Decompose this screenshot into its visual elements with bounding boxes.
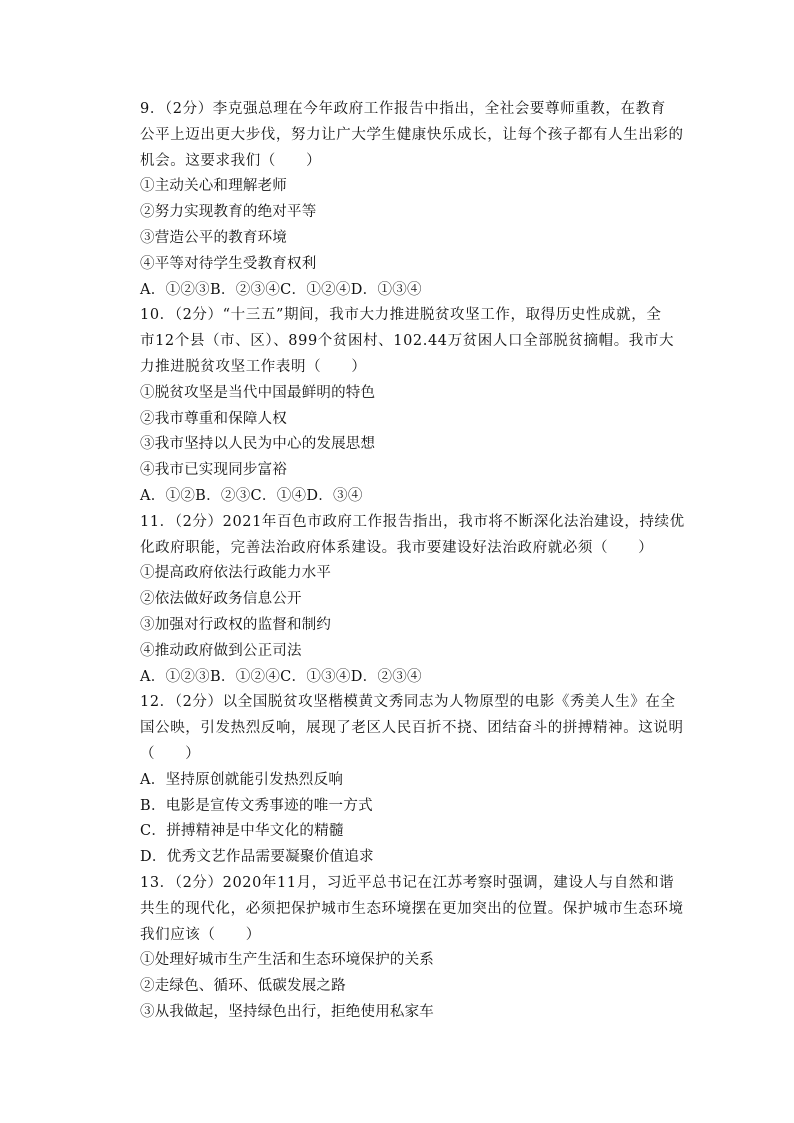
option-b: B．电影是宣传文秀事迹的唯一方式: [140, 797, 373, 814]
answer-options: [140, 278, 660, 304]
stem-line: 公平上迈出更大步伐，努力让广大学生健康快乐成长，让每个孩子都有人生出彩的: [140, 126, 684, 143]
stem-line: 11．（2分）2021年百色市政府工作报告指出，我市将不断深化法治建设，持续优: [140, 513, 685, 530]
stem-line: 13．（2分）2020年11月，习近平总书记在江苏考察时强调，建设人与自然和谐: [140, 874, 675, 891]
question-11: [140, 510, 685, 691]
question-stem: [140, 690, 684, 767]
question-12: [140, 690, 684, 871]
stem-line: 机会。这要求我们（ ）: [140, 152, 322, 169]
statement-item: ②走绿色、循环、低碳发展之路: [140, 978, 346, 995]
answer-options: [140, 665, 660, 691]
question-stem: [140, 871, 684, 948]
option-line: A．①②B．②③C．①④D．③④: [140, 487, 363, 504]
statement-item: ③加强对行政权的监督和制约: [140, 616, 332, 633]
option-d: D．优秀文艺作品需要凝聚价值追求: [140, 849, 374, 866]
stem-line: 市12个县（市、区）、899个贫困村、102.44万贫困人口全部脱贫摘帽。我市大: [140, 333, 675, 350]
statement-item: ④平等对待学生受教育权利: [140, 255, 317, 272]
answer-options: [140, 484, 660, 510]
statement-item: ①主动关心和理解老师: [140, 178, 287, 195]
stem-line: 10．（2分）“十三五”期间，我市大力推进脱贫攻坚工作，取得历史性成就，全: [140, 307, 662, 324]
statement-item: ①脱贫攻坚是当代中国最鲜明的特色: [140, 384, 376, 401]
statement-list: [140, 948, 660, 1025]
stem-line: （ ）: [140, 745, 201, 762]
statement-item: ②依法做好政务信息公开: [140, 591, 302, 608]
stem-line: 化政府职能，完善法治政府体系建设。我市要建设好法治政府就必须（ ）: [140, 539, 654, 556]
question-10: [140, 303, 675, 509]
statement-item: ④我市已实现同步富裕: [140, 462, 287, 479]
statement-list: [140, 174, 660, 277]
question-9: [140, 97, 684, 303]
statement-item: ③营造公平的教育环境: [140, 229, 287, 246]
stem-line: 国公映，引发热烈反响，展现了老区人民百折不挠、团结奋斗的拼搏精神。这说明: [140, 720, 684, 737]
statement-item: ②努力实现教育的绝对平等: [140, 204, 317, 221]
stem-line: 共生的现代化，必须把保护城市生态环境摆在更加突出的位置。保护城市生态环境: [140, 900, 684, 917]
statement-list: [140, 561, 660, 664]
statement-item: ④推动政府做到公正司法: [140, 642, 302, 659]
statement-item: ②我市尊重和保障人权: [140, 410, 287, 427]
question-13: [140, 871, 684, 1026]
stem-line: 我们应该（ ）: [140, 926, 261, 943]
option-line: A．①②③B．②③④C．①②④D．①③④: [140, 281, 422, 298]
option-line: A．①②③B．①②④C．①③④D．②③④: [140, 668, 422, 685]
option-c: C．拼搏精神是中华文化的精髓: [140, 823, 344, 840]
statement-item: ①提高政府依法行政能力水平: [140, 565, 332, 582]
stem-line: 12．（2分）以全国脱贫攻坚楷模黄文秀同志为人物原型的电影《秀美人生》在全: [140, 694, 676, 711]
exam-page: [140, 97, 685, 1026]
statement-item: ③从我做起，坚持绿色出行，拒绝使用私家车: [140, 1003, 434, 1020]
statement-list: [140, 381, 660, 484]
statement-item: ①处理好城市生产生活和生态环境保护的关系: [140, 952, 434, 969]
stem-line: 力推进脱贫攻坚工作表明（ ）: [140, 358, 367, 375]
question-stem: [140, 303, 675, 380]
question-stem: [140, 510, 685, 562]
statement-item: ③我市坚持以人民为中心的发展思想: [140, 436, 376, 453]
question-stem: [140, 97, 684, 174]
stem-line: 9．（2分）李克强总理在今年政府工作报告中指出，全社会要尊师重教，在教育: [140, 101, 666, 117]
option-a: A．坚持原创就能引发热烈反响: [140, 771, 344, 788]
answer-options: [140, 768, 660, 871]
